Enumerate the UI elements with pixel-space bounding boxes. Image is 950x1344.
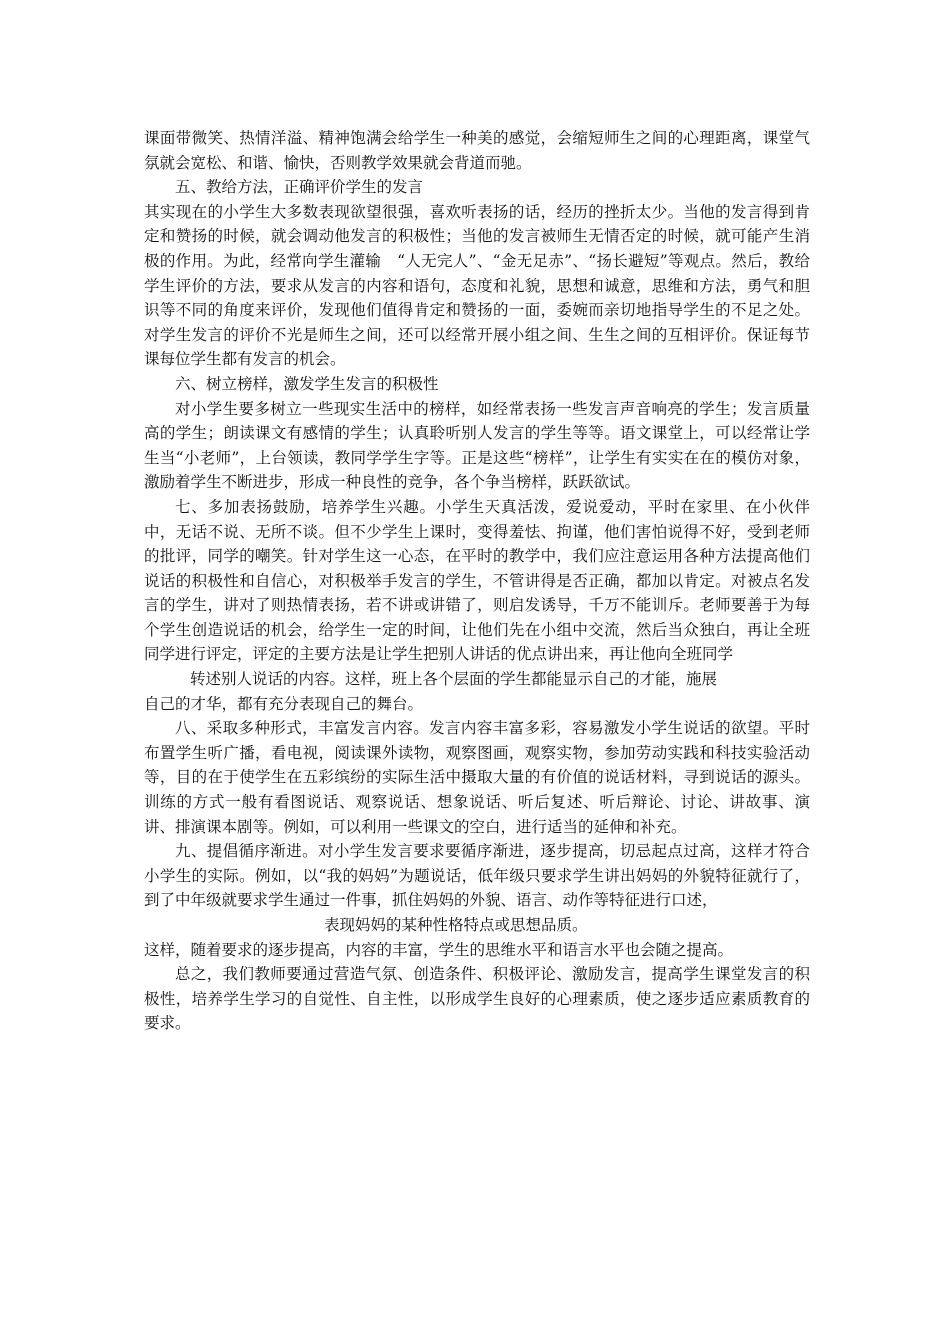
paragraph-section-7-end: 自己的才华，都有充分表现自己的舞台。 xyxy=(144,694,424,713)
paragraph-conclusion: 总之，我们教师要通过营造气氛、创造条件、积极评论、激励发言，提高学生课堂发言的积极性，培养学生学习的自觉性、自主性，以形成学生良好的心理素质，使之逐步适应素质教育的要求。 xyxy=(144,965,810,1033)
paragraph-section-5: 其实现在的小学生大多数表现欲望很强，喜欢听表扬的话，经历的挫折太少。当他的发言得到肯定和赞扬的时候，就会调动他发言的积极性；当他的发言被师生无情否定的时候，就可能产生消极的作用。为此，经常向学生灌输 “人无完人”、“金无足赤”、“扬长避短”等观点。然后，教给学生评价的方法，要求从发言的内容和语句，态度和礼貌，思想和诚意，思维和方法，勇气和胆识等不同的角度来评价，发现他们值得肯定和赞扬的一面，委婉而亲切地指导学生的不足之处。对学生发言的评价不光是师生之间，还可以经常开展小组之间、生生之间的互相评价。保证每节课每位学生都有发言的机会。 xyxy=(144,202,810,369)
document-body xyxy=(144,126,810,1036)
paragraph-section-9-wrap: 表现妈妈的某种性格特点或思想品质。 xyxy=(324,916,588,934)
paragraph-continuation: 课面带微笑、热情洋溢、精神饱满会给学生一种美的感觉，会缩短师生之间的心理距离，课堂气氛就会宽松、和谐、愉快，否则教学效果就会背道而驰。 xyxy=(144,129,810,172)
paragraph-section-7-wrap: 转述别人说话的内容。这样，班上各个层面的学生都能显示自己的才能，施展 xyxy=(190,670,718,689)
paragraph-section-7: 七、多加表扬鼓励，培养学生兴趣。小学生天真活泼，爱说爱动，平时在家里、在小伙伴中，无话不说、无所不谈。但不少学生上课时，变得羞怯、拘谨，他们害怕说得不好，受到老师的批评，同学的嘲笑。针对学生这一心态，在平时的教学中，我们应注意运用各种方法提高他们说话的积极性和自信心，对积极举手发言的学生，不管讲得是否正确，都加以肯定。对被点名发言的学生，讲对了则热情表扬，若不讲或讲错了，则启发诱导，千万不能训斥。老师要善于为每个学生创造说话的机会，给学生一定的时间，让他们先在小组中交流，然后当众独白，再让全班同学进行评定，评定的主要方法是让学生把别人讲话的优点讲出来，再让他向全班同学 xyxy=(144,497,810,664)
paragraph-section-6: 对小学生要多树立一些现实生活中的榜样，如经常表扬一些发言声音响亮的学生；发言质量高的学生；朗读课文有感情的学生；认真聆听别人发言的学生等等。语文课堂上，可以经常让学生当“小老师”，上台领读，教同学学生字等。正是这些“榜样”，让学生有实实在在的模仿对象，激励着学生不断进步，形成一种良性的竞争，各个争当榜样，跃跃欲试。 xyxy=(144,399,810,492)
paragraph-section-9: 九、提倡循序渐进。对小学生发言要求要循序渐进，逐步提高，切忌起点过高，这样才符合小学生的实际。例如，以“我的妈妈”为题说话，低年级只要求学生讲出妈妈的外貌特征就行了，到了中年级就要求学生通过一件事，抓住妈妈的外貌、语言、动作等特征进行口述， xyxy=(144,842,810,910)
paragraph-section-8: 八、采取多种形式，丰富发言内容。发言内容丰富多彩，容易激发小学生说话的欲望。平时布置学生听广播，看电视，阅读课外读物，观察图画，观察实物，参加劳动实践和科技实验活动等，目的在于使学生在五彩缤纷的实际生活中摄取大量的有价值的说话材料，寻到说话的源头。训练的方式一般有看图说话、观察说话、想象说话、听后复述、听后辩论、讨论、讲故事、演讲、排演课本剧等。例如，可以利用一些课文的空白，进行适当的延伸和补充。 xyxy=(144,719,810,836)
section-heading-5: 五、教给方法，正确评价学生的发言 xyxy=(175,178,424,197)
section-heading-6: 六、树立榜样，激发学生发言的积极性 xyxy=(175,374,439,393)
paragraph-section-9-end: 这样，随着要求的逐步提高，内容的丰富，学生的思维水平和语言水平也会随之提高。 xyxy=(144,940,734,959)
